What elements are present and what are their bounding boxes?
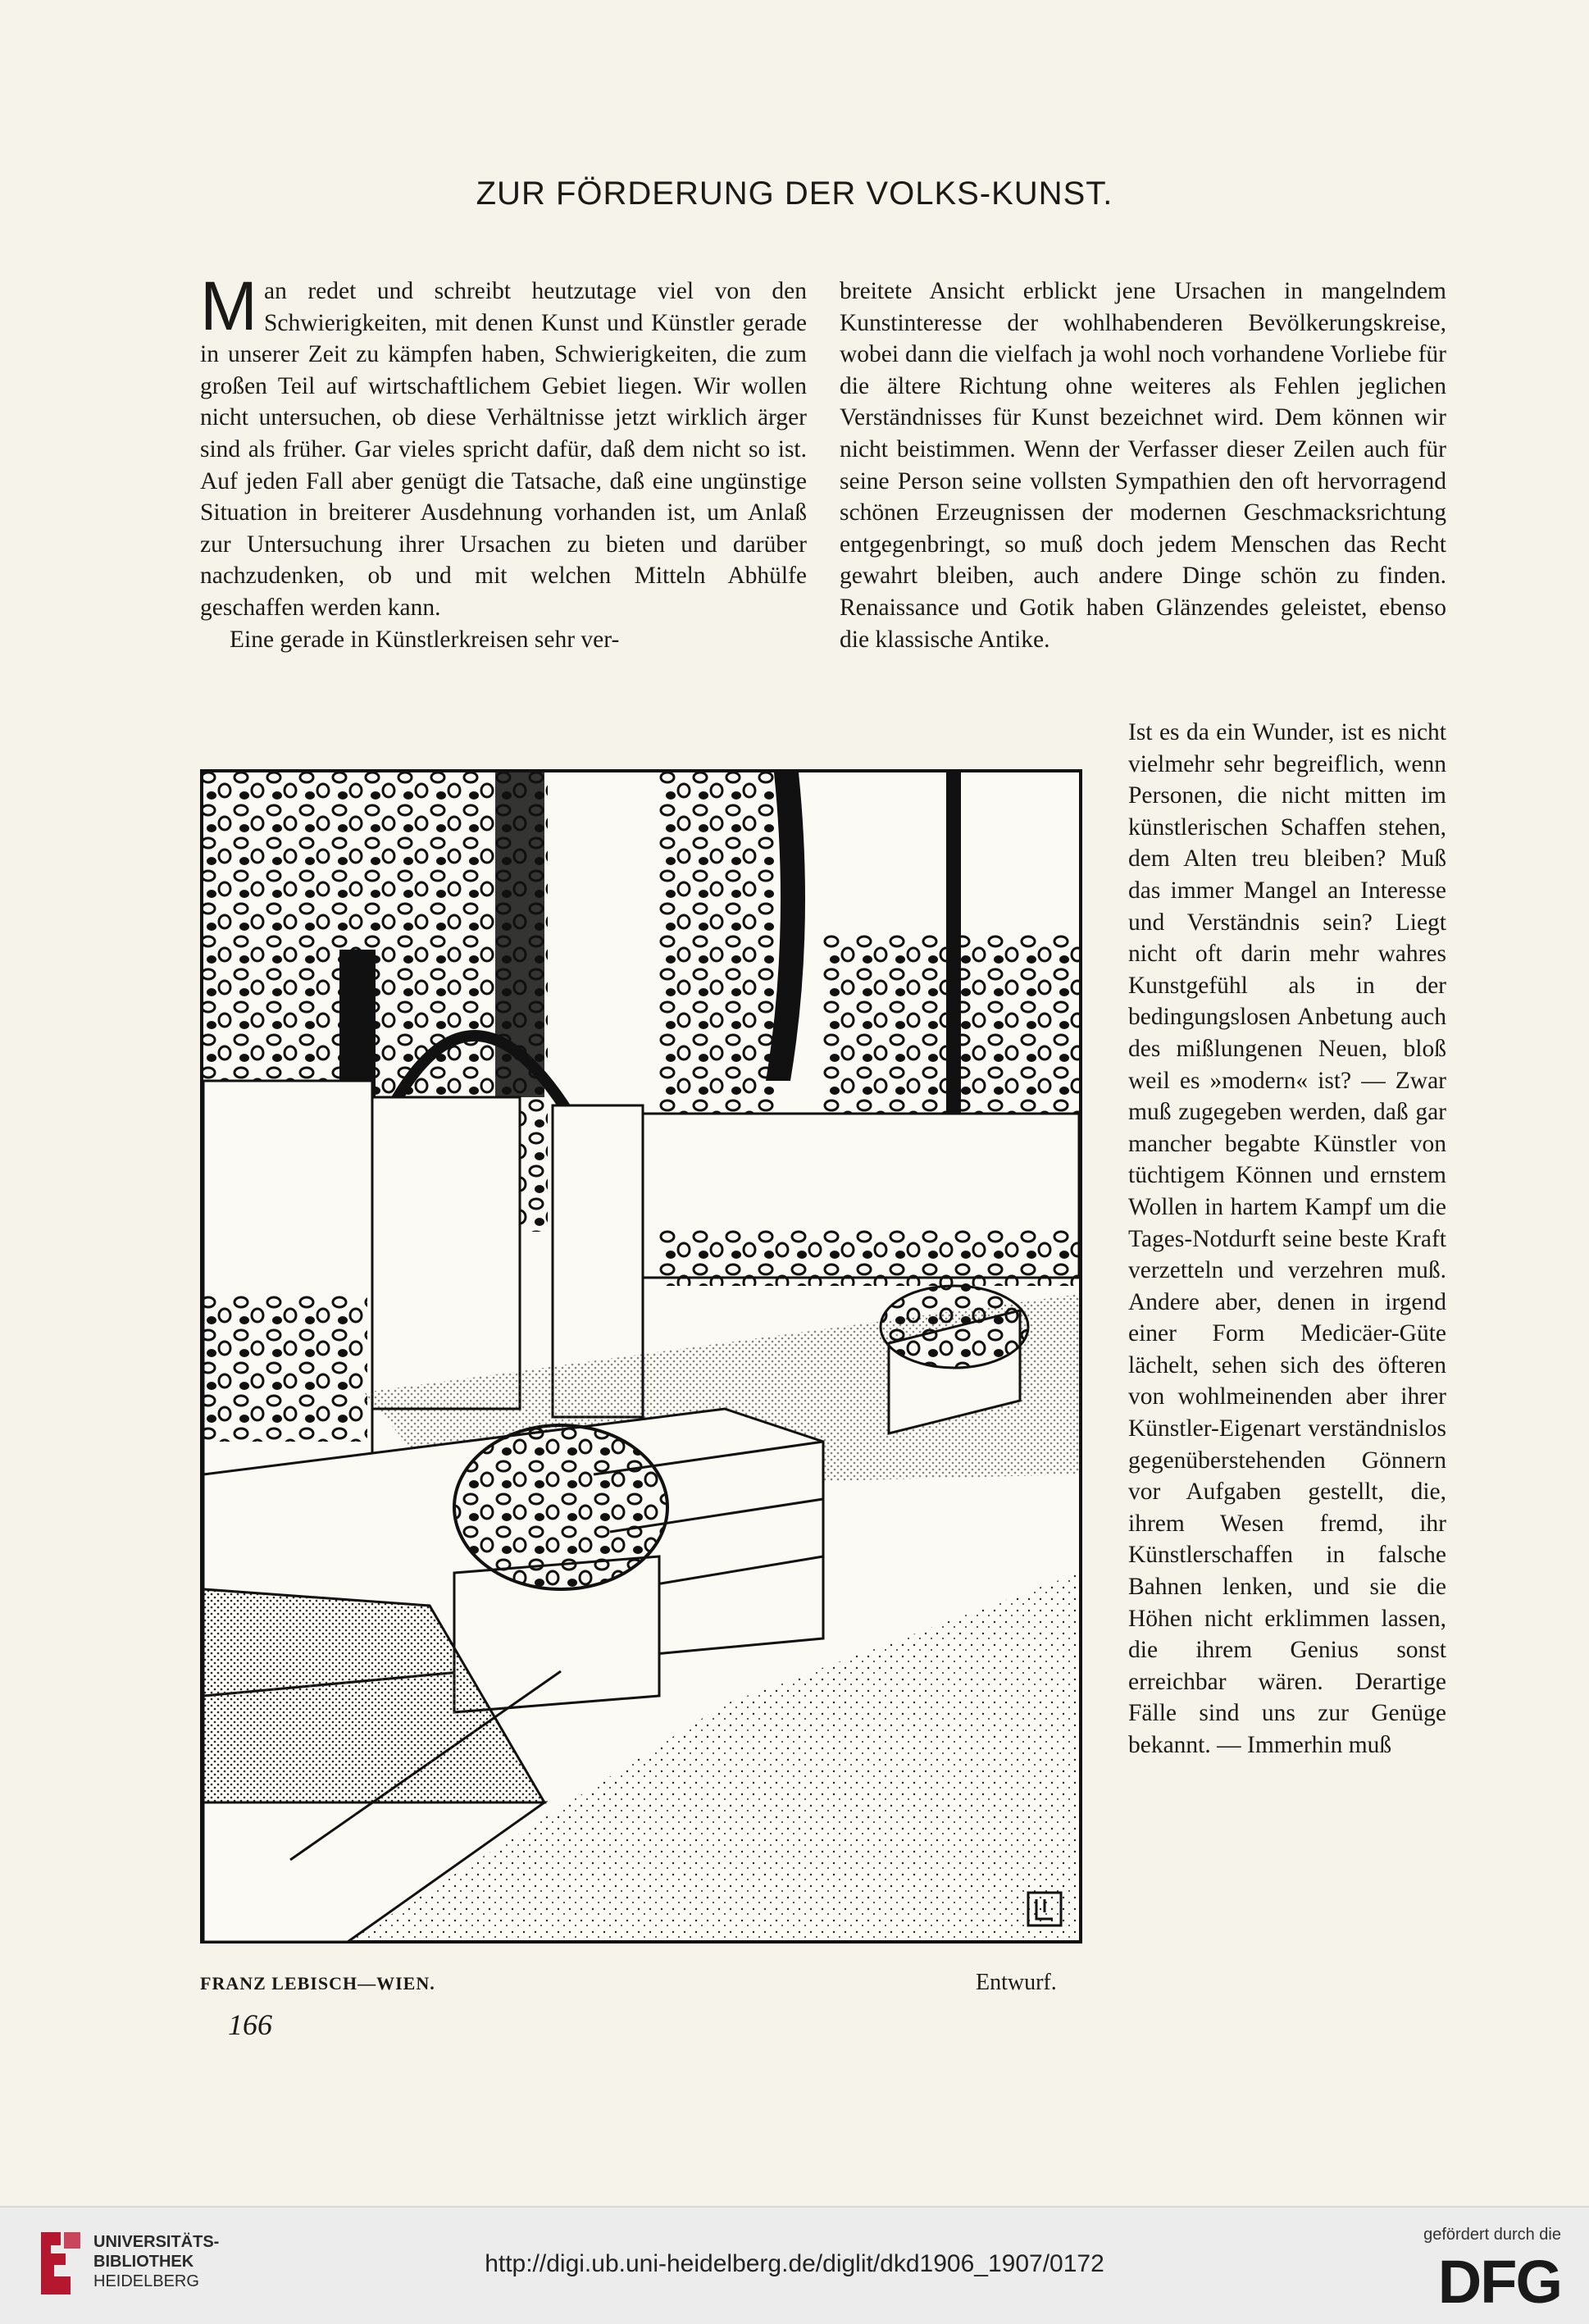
- page-number: 166: [228, 2008, 272, 2041]
- garden-illustration-icon: [200, 769, 1082, 1944]
- paragraph-right-top: breitete Ansicht erblickt jene Ursachen in mangelndem Kunstinteresse der wohlhabenderen Bevölkerungskreise, wobei dann die vielfach ja wohl noch vorhandene Vorliebe für die ältere Richtung ohne weiteres als Fehlen jeglichen Verständnisses für Kunst bezeichnet wird. Dem können wir nicht beistimmen. Wenn der Verfasser dieser Zeilen auch für seine Person seine vollsten Sympathien den oft hervorragend schönen Erzeugnissen der modernen Geschmacksrichtung entgegenbringt, so muß doch jedem Menschen das Recht gewahrt bleiben, auch andere Dinge schön zu finden. Renaissance und Gotik haben Glänzendes geleistet, ebenso die klassische Antike.: [840, 278, 1446, 653]
- text-column-left: [200, 267, 807, 655]
- figure-caption-label: Entwurf.: [976, 1970, 1057, 1995]
- funding-label: gefördert durch die: [1423, 2226, 1561, 2244]
- library-line-3: HEIDELBERG: [93, 2272, 199, 2290]
- source-url-link[interactable]: http://digi.ub.uni-heidelberg.de/diglit/dkd1906_1907/0172: [485, 2250, 1104, 2277]
- library-line-2: BIBLIOTHEK: [93, 2253, 194, 2271]
- figure-caption-artist: FRANZ LEBISCH—WIEN.: [200, 1973, 435, 1994]
- library-line-1: UNIVERSITÄTS-: [93, 2233, 220, 2251]
- article-title: ZUR FÖRDERUNG DER VOLKS-KUNST.: [476, 175, 1113, 212]
- footer-bar: [0, 2206, 1589, 2324]
- drop-cap: M: [200, 267, 257, 344]
- paragraph-intro-text: an redet und schreibt heutzutage viel von den Schwierigkeiten, mit denen Kunst und Künstler gerade in unserer Zeit zu kämpfen haben, Schwierigkeiten, die zum großen Teil auf wirtschaftlichem Gebiet liegen. Wir wollen nicht untersuchen, ob diese Verhältnisse jetzt wirklich ärger sind als früher. Gar vieles spricht dafür, daß dem nicht so ist. Auf jeden Fall aber genügt die Tatsache, daß eine ungünstige Situation in breiterer Ausdehnung vorhanden ist, um Anlaß zur Untersuchung ihrer Ursachen zu bieten und darüber nachzudenken, ob und mit welchen Mitteln Abhülfe geschaffen werden kann.: [200, 278, 807, 621]
- paragraph-intro: [200, 267, 807, 624]
- text-column-right: [840, 276, 1446, 655]
- dfg-logo: DFG: [1437, 2248, 1561, 2316]
- paragraph-right-narrow: Ist es da ein Wunder, ist es nicht vielmehr sehr begreiflich, wenn Personen, die nicht mitten im künstlerischen Schaffen stehen, dem Alten treu bleiben? Muß das immer Mangel an Interesse und Verständnis sein? Liegt nicht oft darin mehr wahres Kunstgefühl als in der bedingungslosen Anbetung auch des mißlungenen Neuen, bloß weil es »modern« ist? — Zwar muß zugegeben werden, daß gar mancher begabte Künstler von tüchtigem Können und ernstem Wollen in hartem Kampf um die Tages-Notdurft seine beste Kraft verzetteln und verzehren muß. Andere aber, denen in irgend einer Form Medicäer-Güte lächelt, sehen sich des öfteren von wohlmeinenden aber ihrer Künstler-Eigenart verständnislos gegenüberstehenden Gönnern vor Aufgaben gestellt, die, ihrem Wesen fremd, ihr Künstlerschaffen in falsche Bahnen lenken, und sie die Höhen nicht erklimmen lassen, die ihrem Genius sonst erreichbar wären. Derartige Fälle sind uns zur Genüge bekannt. — Immerhin muß: [1128, 719, 1446, 1758]
- text-column-narrow: [1128, 717, 1446, 1761]
- paragraph-second: Eine gerade in Künstlerkreisen sehr ver-: [230, 626, 620, 653]
